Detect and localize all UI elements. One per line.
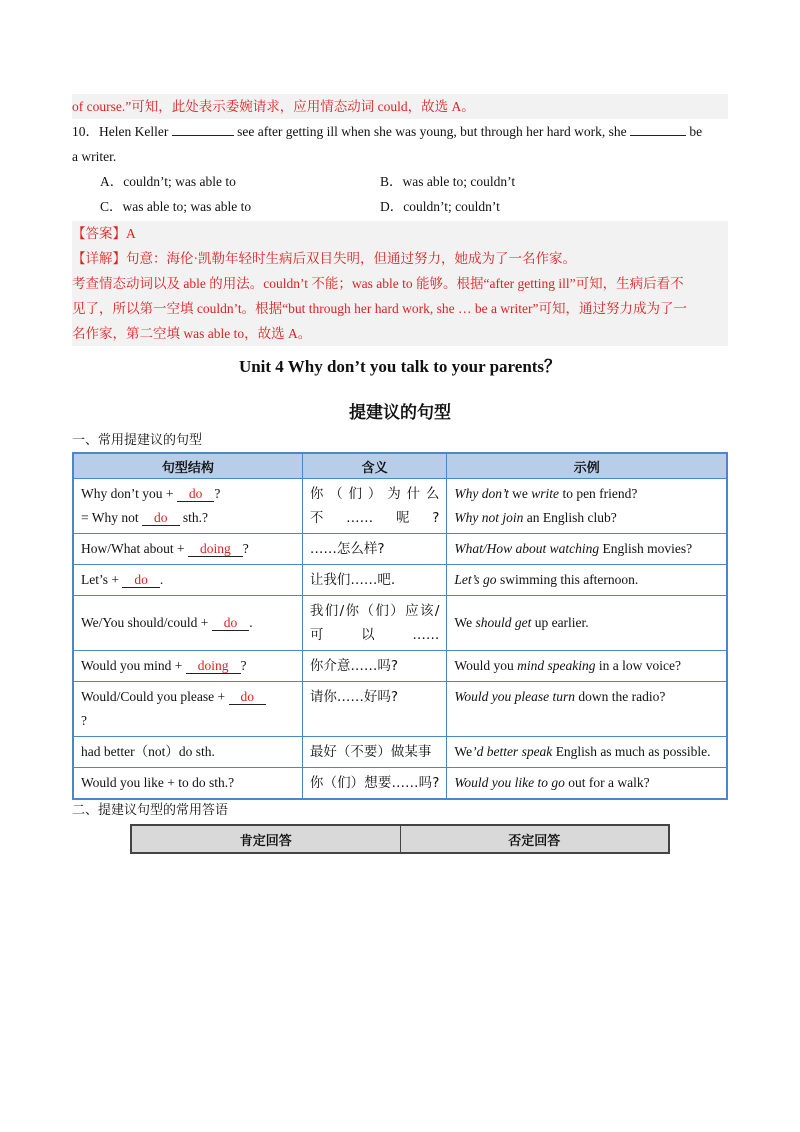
- table-row: [73, 596, 727, 651]
- option-c: C．was able to; was able to: [100, 199, 252, 214]
- question-10-cont: a writer.: [72, 149, 117, 164]
- filled-blank: do: [122, 573, 160, 588]
- meaning-cell: 你介意……吗?: [302, 651, 447, 682]
- document-page: [72, 0, 728, 854]
- answer-block: [72, 221, 728, 346]
- option-b: B．was able to; couldn’t: [380, 174, 516, 189]
- example-cell: We’d better speak English as much as possible.: [447, 737, 727, 768]
- answer-label: 【答案】A: [72, 226, 136, 241]
- example-cell: What/How about watching English movies?: [447, 534, 727, 565]
- part1-heading: 一、常用提建议的句型: [72, 433, 203, 448]
- table-row: [73, 565, 727, 596]
- filled-blank: do: [229, 690, 267, 705]
- example-cell: We should get up earlier.: [447, 596, 727, 651]
- meaning-cell: 你（们）想要……吗?: [302, 768, 447, 800]
- filled-blank: doing: [186, 659, 241, 674]
- meaning-cell: 最好（不要）做某事: [302, 737, 447, 768]
- table-header-row: [131, 825, 669, 853]
- example-cell: Would you mind speaking in a low voice?: [447, 651, 727, 682]
- detail-line: 见了，所以第一空填 couldn’t。根据“but through her hard work, she … be a writer”可知，通过努力成为了一: [72, 301, 688, 316]
- example-cell: Would you please turn down the radio?: [447, 682, 727, 737]
- meaning-cell: 我们/你（们）应该/可以……: [302, 596, 447, 651]
- pattern-cell: Let’s + do .: [73, 565, 302, 596]
- pattern-cell: Would you mind + doing ?: [73, 651, 302, 682]
- meaning-cell: 请你……好吗?: [302, 682, 447, 737]
- meaning-cell: ……怎么样?: [302, 534, 447, 565]
- pattern-cell: Would you like + to do sth.?: [73, 768, 302, 800]
- filled-blank: do: [177, 487, 215, 502]
- table-row: [73, 737, 727, 768]
- pattern-cell: How/What about + doing ?: [73, 534, 302, 565]
- example-cell: Why don’t we write to pen friend? Why not join an English club?: [447, 479, 727, 534]
- example-cell: Would you like to go out for a walk?: [447, 768, 727, 800]
- option-a: A．couldn’t; was able to: [100, 174, 236, 189]
- detail-line: 名作家，第二空填 was able to，故选 A。: [72, 326, 312, 341]
- answer-blank-1: [172, 123, 234, 136]
- pattern-cell: Would/Could you please + do ?: [73, 682, 302, 737]
- table-header-row: [73, 453, 727, 479]
- suggestion-patterns-table: [72, 452, 728, 800]
- column-header: 肯定回答: [131, 825, 400, 853]
- column-header: 示例: [447, 453, 727, 479]
- table-row: [73, 651, 727, 682]
- section-title: 提建议的句型: [349, 403, 451, 422]
- pattern-cell: Why don’t you + do ? = Why not do sth.?: [73, 479, 302, 534]
- responses-table: [130, 824, 670, 854]
- filled-blank: do: [142, 511, 180, 526]
- table-row: [73, 479, 727, 534]
- table-row: [73, 682, 727, 737]
- pattern-cell: We/You should/could + do .: [73, 596, 302, 651]
- example-cell: Let’s go swimming this afternoon.: [447, 565, 727, 596]
- answer-blank-2: [630, 123, 686, 136]
- detail-line: 考查情态动词以及 able 的用法。couldn’t 不能；was able to 能够。根据“after getting ill”可知，生病后看不: [72, 276, 684, 291]
- options-row-1: [72, 169, 728, 194]
- unit-title: Unit 4 Why don’t you talk to your parents？: [238, 357, 562, 376]
- previous-explanation: of course.”可知，此处表示委婉请求，应用情态动词 could，故选 A。: [72, 94, 728, 119]
- options-row-2: [72, 194, 728, 219]
- column-header: 句型结构: [73, 453, 302, 479]
- pattern-cell: had better（not）do sth.: [73, 737, 302, 768]
- table-row: [73, 768, 727, 800]
- table-row: [73, 534, 727, 565]
- question-10: 10．Helen Keller see after getting ill when she was young, but through her hard work, she be: [72, 124, 703, 139]
- meaning-cell: 让我们……吧.: [302, 565, 447, 596]
- column-header: 否定回答: [400, 825, 669, 853]
- filled-blank: doing: [188, 542, 243, 557]
- filled-blank: do: [212, 616, 250, 631]
- option-d: D．couldn’t; couldn’t: [380, 199, 500, 214]
- detail-line: 【详解】句意：海伦·凯勒年轻时生病后双目失明，但通过努力，她成为了一名作家。: [72, 251, 576, 266]
- part2-heading: 二、提建议句型的常用答语: [72, 803, 229, 818]
- column-header: 含义: [302, 453, 447, 479]
- meaning-cell: 你（们）为什么不……呢?: [302, 479, 447, 534]
